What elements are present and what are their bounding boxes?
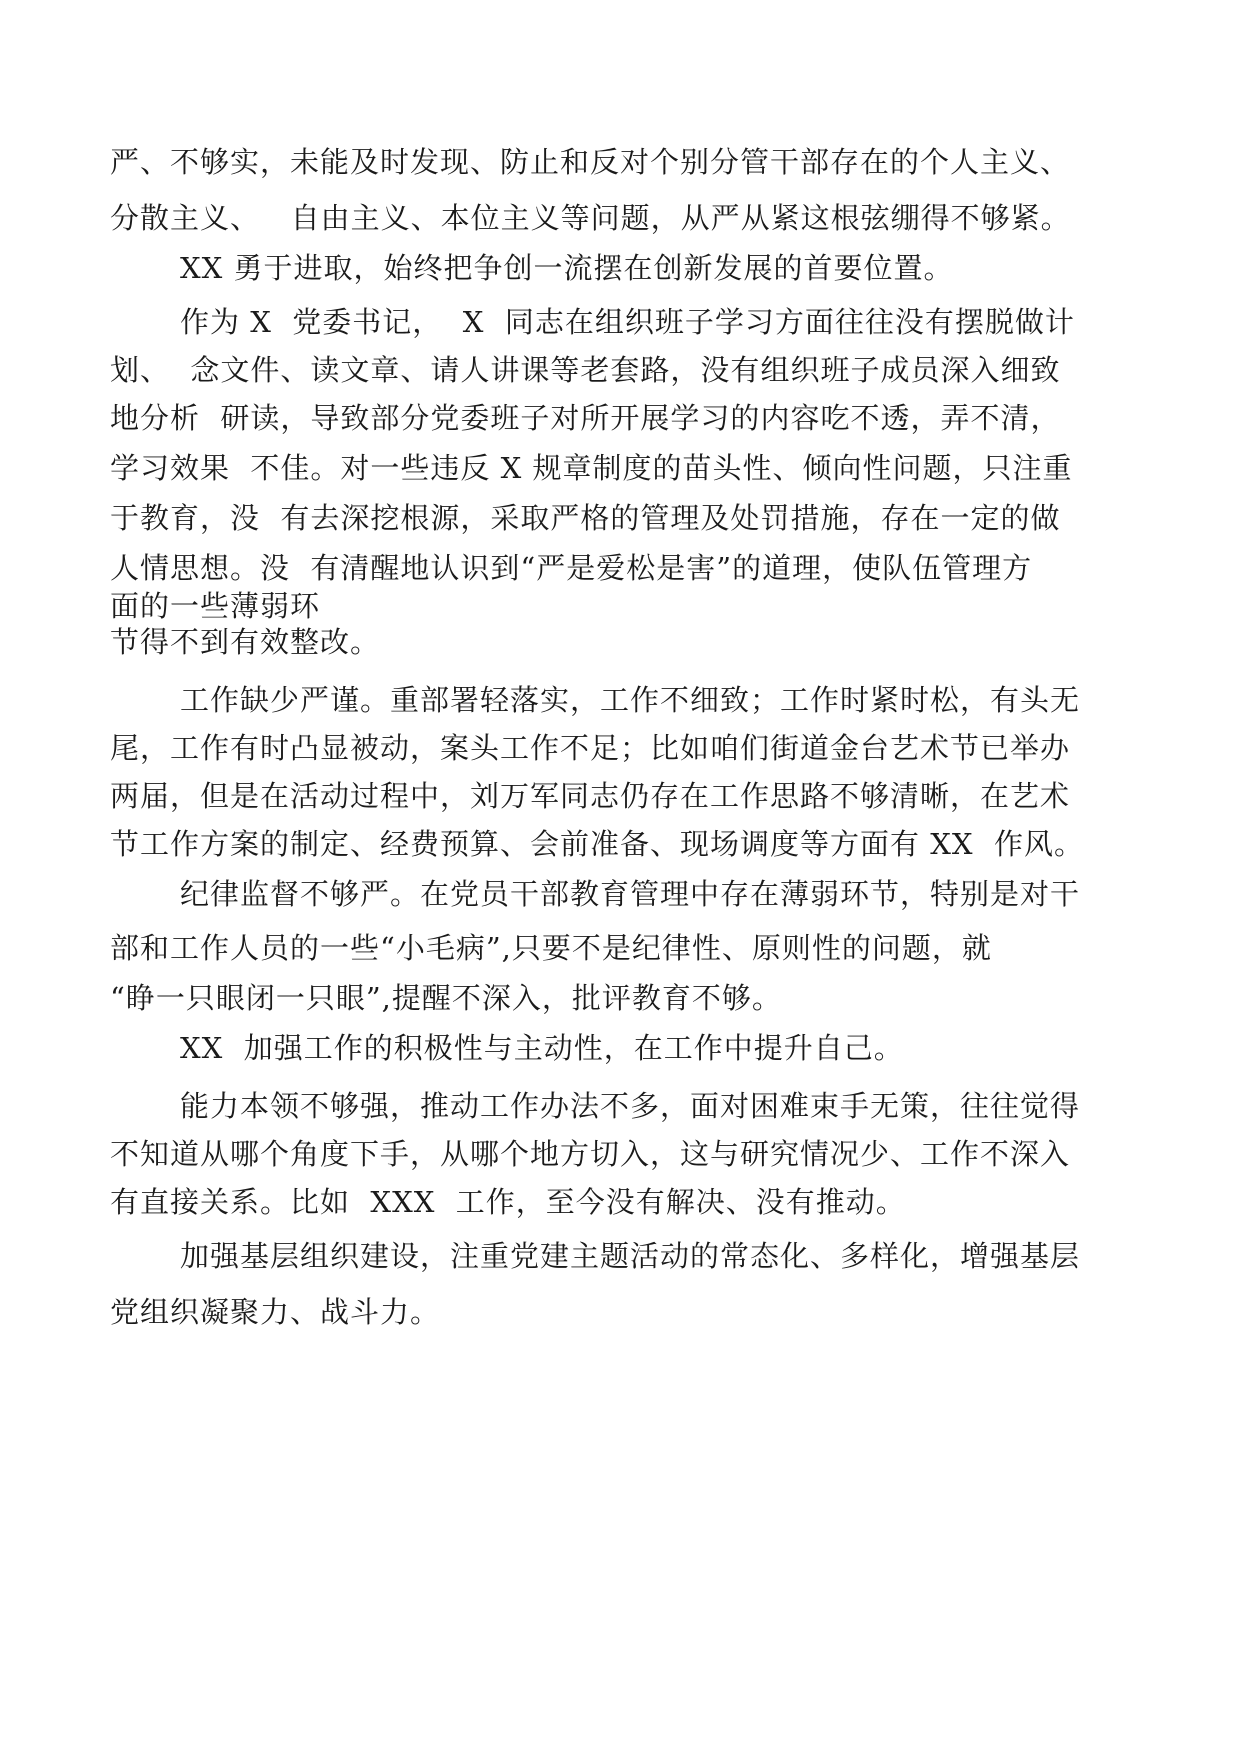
text-line: 党组织凝聚力、战斗力。 bbox=[110, 1295, 441, 1329]
text-line: XX 加强工作的积极性与主动性，在工作中提升自己。 bbox=[180, 1031, 904, 1065]
text-line: “睁一只眼闭一只眼”,提醒不深入，批评教育不够。 bbox=[110, 981, 782, 1015]
text-line: 人情思想。没 有清醒地认识到“严是爱松是害”的道理，使队伍管理方 bbox=[110, 551, 1033, 585]
text-line: 面的一些薄弱环 bbox=[110, 589, 321, 623]
text-line: 于教育，没 有去深挖根源，采取严格的管理及处罚措施，存在一定的做 bbox=[110, 501, 1061, 535]
text-line: 尾，工作有时凸显被动，案头工作不足；比如咱们街道金台艺术节已举办 bbox=[110, 731, 1071, 765]
text-line: 部和工作人员的一些“小毛病”,只要不是纪律性、原则性的问题，就 bbox=[110, 931, 992, 965]
text-line: 节工作方案的制定、经费预算、会前准备、现场调度等方面有 XX 作风。 bbox=[110, 827, 1084, 861]
text-line: 分散主义、 自由主义、本位主义等问题，从严从紧这根弦绷得不够紧。 bbox=[110, 201, 1071, 235]
text-line: 地分析 研读，导致部分党委班子对所开展学习的内容吃不透，弄不清， bbox=[110, 401, 1061, 435]
text-line: 能力本领不够强，推动工作办法不多，面对困难束手无策，往往觉得 bbox=[180, 1089, 1081, 1123]
text-line: XX 勇于进取，始终把争创一流摆在创新发展的首要位置。 bbox=[180, 251, 954, 285]
text-line: 不知道从哪个角度下手，从哪个地方切入，这与研究情况少、工作不深入 bbox=[110, 1137, 1071, 1171]
text-line: 工作缺少严谨。重部署轻落实，工作不细致；工作时紧时松，有头无 bbox=[180, 683, 1081, 717]
text-line: 节得不到有效整改。 bbox=[110, 625, 381, 659]
text-line: 加强基层组织建设，注重党建主题活动的常态化、多样化，增强基层 bbox=[180, 1239, 1081, 1273]
text-line: 有直接关系。比如 XXX 工作，至今没有解决、没有推动。 bbox=[110, 1185, 906, 1219]
text-line: 学习效果 不佳。对一些违反 X 规章制度的苗头性、倾向性问题，只注重 bbox=[110, 451, 1073, 485]
text-line: 两届，但是在活动过程中，刘万军同志仍存在工作思路不够清晰，在艺术 bbox=[110, 779, 1071, 813]
text-line: 严、不够实，未能及时发现、防止和反对个别分管干部存在的个人主义、 bbox=[110, 145, 1071, 179]
text-line: 纪律监督不够严。在党员干部教育管理中存在薄弱环节，特别是对干 bbox=[180, 877, 1081, 911]
text-line: 作为 X 党委书记， X 同志在组织班子学习方面往往没有摆脱做计 bbox=[180, 305, 1075, 339]
text-line: 划、 念文件、读文章、请人讲课等老套路，没有组织班子成员深入细致 bbox=[110, 353, 1061, 387]
